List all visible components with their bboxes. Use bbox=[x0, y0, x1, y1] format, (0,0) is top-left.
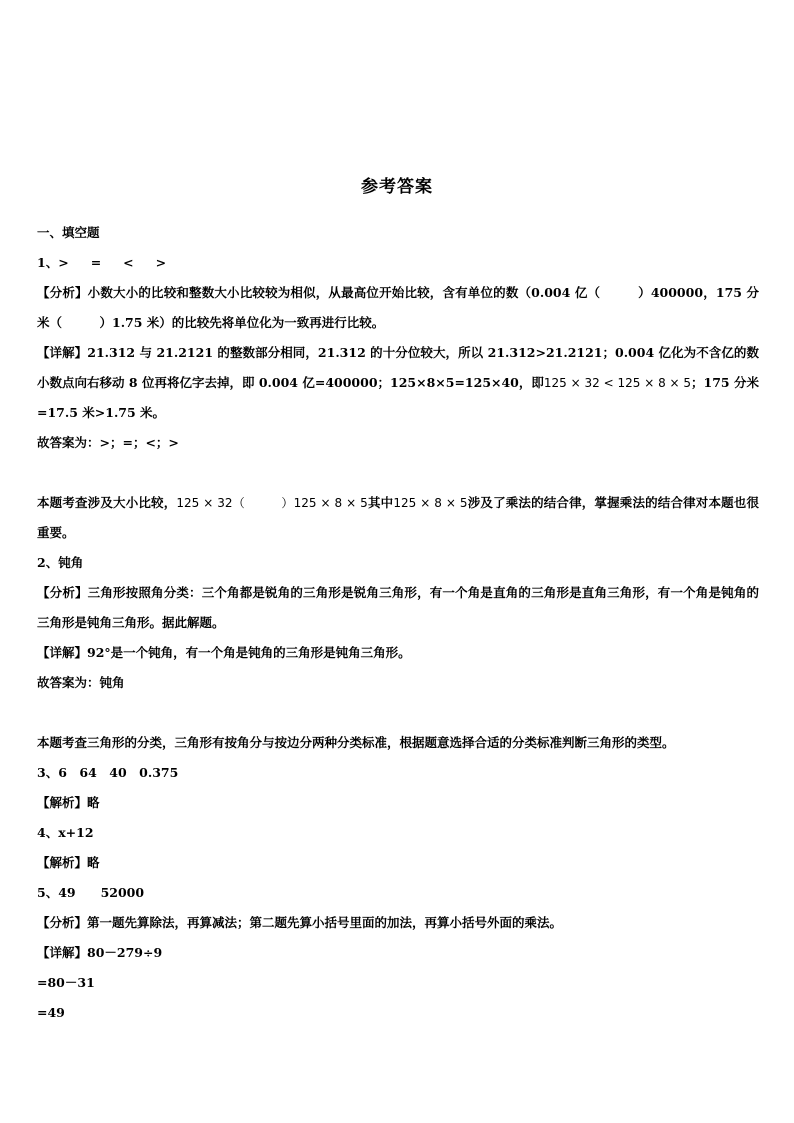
answer-content bbox=[37, 218, 759, 1028]
q5-step-2: =49 bbox=[37, 1005, 65, 1020]
q2-answer: 钝角 bbox=[58, 555, 84, 570]
q4-analysis: 【解析】略 bbox=[37, 855, 100, 870]
q2-note: 本题考查三角形的分类，三角形有按角分与按边分两种分类标准，根据题意选择合适的分类标准判断三角形的类型。 bbox=[37, 735, 675, 750]
q3-analysis: 【解析】略 bbox=[37, 795, 100, 810]
q1-answer-3: < bbox=[123, 255, 134, 270]
q1-final-answer: 故答案为：>；=；<；> bbox=[37, 435, 179, 450]
q2-detail: 【详解】92°是一个钝角，有一个角是钝角的三角形是钝角三角形。 bbox=[37, 645, 411, 660]
q1-detail-math: 125 × 32 < 125 × 8 × 5 bbox=[543, 376, 692, 390]
q1-detail-text-2: ；175 分米=17.5 米>1.75 米。 bbox=[37, 375, 759, 420]
q1-answer-2: = bbox=[90, 255, 102, 270]
q1-note-math-1: 125 × 32（ ）125 × 8 × 5 bbox=[176, 496, 368, 510]
q2-final-answer: 故答案为：钝角 bbox=[37, 675, 125, 690]
q1-note bbox=[37, 488, 759, 548]
spacer bbox=[37, 698, 759, 728]
q2-number: 2、 bbox=[37, 555, 59, 570]
q5-analysis: 【分析】第一题先算除法，再算减法；第二题先算小括号里面的加法，再算小括号外面的乘法。 bbox=[37, 915, 563, 930]
q5-detail: 【详解】80－279÷9 bbox=[37, 945, 163, 960]
q1-note-text-2: 其中 bbox=[367, 495, 394, 510]
q1-analysis: 【分析】小数大小的比较和整数大小比较较为相似，从最高位开始比较，含有单位的数（0.004 亿（ ）400000，175 分米（ ）1.75 米）的比较先将单位化为一致再进行比较。 bbox=[37, 285, 759, 330]
q1-number: 1、 bbox=[37, 255, 59, 270]
q1-detail bbox=[37, 338, 759, 428]
spacer bbox=[37, 458, 759, 488]
q4-answer-line: 4、x+12 bbox=[37, 825, 94, 840]
q5-step-1: =80－31 bbox=[37, 975, 95, 990]
page-title: 参考答案 bbox=[361, 177, 433, 197]
section-heading: 一、填空题 bbox=[37, 225, 100, 240]
q1-detail-text-1: 【详解】21.312 与 21.2121 的整数部分相同，21.312 的十分位较大，所以 21.312>21.2121；0.004 亿化为不含亿的数小数点向右移动 8 位再将亿字去掉，即 0.004 亿=400000；125×8×5=125×40，即 bbox=[37, 345, 759, 390]
q2-answer-line bbox=[37, 548, 759, 578]
q2-analysis: 【分析】三角形按照角分类：三个角都是锐角的三角形是锐角三角形，有一个角是直角的三角形是直角三角形，有一个角是钝角的三角形是钝角三角形。据此解题。 bbox=[37, 585, 759, 630]
q3-answer-line: 3、6 64 40 0.375 bbox=[37, 765, 179, 780]
q1-answer-4: > bbox=[155, 255, 167, 270]
q1-note-text-1: 本题考查涉及大小比较， bbox=[37, 495, 177, 510]
q1-answer-1: > bbox=[58, 255, 69, 270]
q1-answer-line bbox=[37, 248, 759, 278]
q1-note-text-3: 涉及了乘法的结合律，掌握乘法的结合律对本题也很重要。 bbox=[37, 495, 759, 540]
q1-note-math-2: 125 × 8 × 5 bbox=[393, 496, 468, 510]
q5-answer-line: 5、49 52000 bbox=[37, 885, 145, 900]
